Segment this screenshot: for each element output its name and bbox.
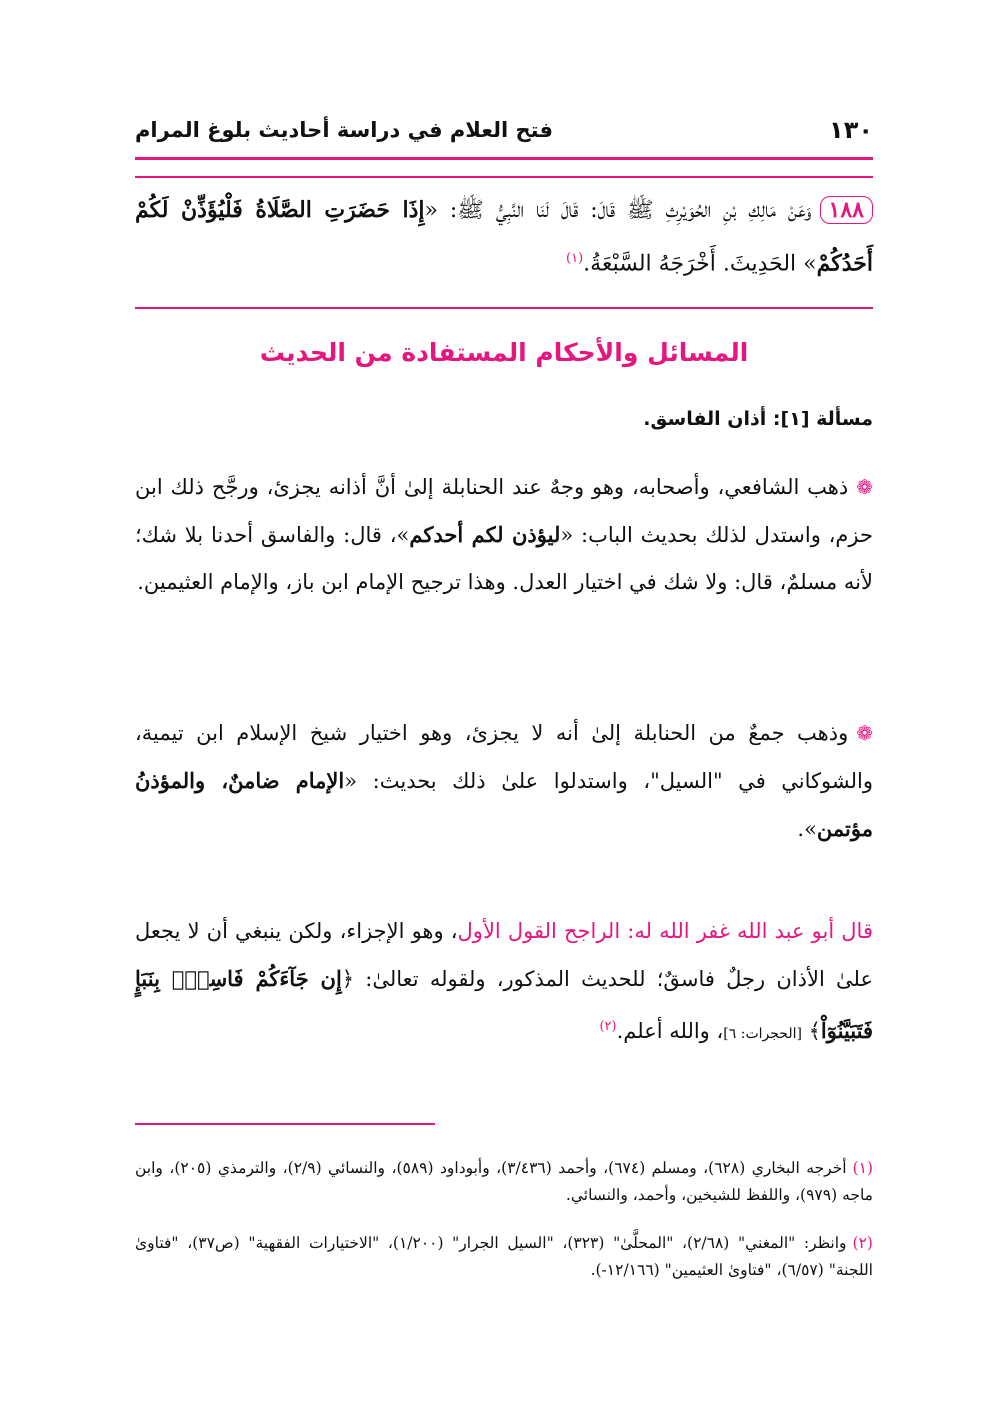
- author-verdict: قال أبو عبد الله غفر الله له: الراجح القول الأول: [457, 919, 873, 943]
- footnote-2: [135, 1230, 873, 1284]
- paragraph-1: [135, 464, 873, 606]
- hadith-outro: » الحَدِيثَ. أَخْرَجَهُ السَّبْعَةُ.: [583, 251, 817, 277]
- flower-bullet-icon: ❁: [856, 475, 873, 499]
- page-header: [135, 114, 873, 156]
- hadith-number: ١٨٨: [820, 196, 873, 224]
- issue-heading: مسألة [١]: أذان الفاسق.: [643, 408, 873, 430]
- hadith-matn: إِذَا حَضَرَتِ الصَّلَاةُ فَلْيُؤَذِّنْ لَكُمْ أَحَدُكُمْ: [135, 197, 873, 277]
- paragraph-3: [135, 908, 873, 1058]
- running-title: فتح العلام في دراسة أحاديث بلوغ المرام: [135, 118, 553, 142]
- paragraph-text: ».: [797, 817, 817, 841]
- footnote-text: وانظر: "المغني" (٢/٦٨)، "المحلَّىٰ" (٣٢٣)، "السيل الجرار" (١/٢٠٠)، "الاختيارات الفقهية" (ص٣٧)، "فتاوىٰ اللجنة" (٦/٥٧)، "فتاوىٰ العثيمين" (١٢/١٦٦-).: [135, 1234, 873, 1279]
- footnote-text: أخرجه البخاري (٦٢٨)، ومسلم (٦٧٤)، وأحمد (٣/٤٣٦)، وأبوداود (٥٨٩)، والنسائي (٢/٩)، والترمذي (٢٠٥)، وابن ماجه (٩٧٩)، واللفظ للشيخين، وأحمد، والنسائي.: [135, 1159, 873, 1204]
- verse-reference: [الحجرات: ٦]: [723, 1026, 802, 1042]
- hadith-text: [135, 186, 873, 288]
- hadith-top-rule: [135, 176, 873, 178]
- paragraph-text: ذهب الشافعي، وأصحابه، وهو وجهٌ عند الحنابلة إلىٰ أنَّ أذانه يجزئ، ورجَّح ذلك ابن حزم، واستدل لذلك بحديث الباب: «: [135, 475, 873, 547]
- document-page: [135, 0, 873, 1418]
- hadith-intro: وَعَنْ مَالِكِ بْنِ الحُوَيْرِثِ ﷺ قَالَ: قَالَ لَنَا النَّبِيُّ ﷺ: «: [424, 198, 812, 223]
- paragraph-2: [135, 710, 873, 853]
- footnote-ref-2: (٢): [599, 1019, 617, 1034]
- hadith-bottom-rule: [135, 307, 873, 309]
- quoted-hadith: ليؤذن لكم أحدكم: [409, 522, 561, 547]
- footnote-number: (١): [852, 1159, 873, 1177]
- paragraph-text: »، قال: والفاسق أحدنا بلا شك؛ لأنه مسلمٌ، قال: ولا شك في اختيار العدل. وهذا ترجيح الإمام ابن باز، والإمام العثيمين.: [135, 523, 873, 594]
- paragraph-text: وذهب جمعٌ من الحنابلة إلىٰ أنه لا يجزئ، وهو اختيار شيخ الإسلام ابن تيمية، والشوكاني في "السيل"، واستدلوا علىٰ ذلك بحديث: «: [135, 721, 873, 793]
- footnote-separator: [135, 1123, 435, 1125]
- footnote-number: (٢): [852, 1234, 873, 1252]
- quran-verse: إِن جَآءَكُمْ فَاسِقٌۢ بِنَبَإٍ فَتَبَيَّنُوٓاْ: [135, 966, 873, 1043]
- footnote-ref-1: (١): [566, 251, 584, 266]
- quoted-hadith: الإمام ضامنٌ، والمؤذنُ مؤتمن: [135, 768, 873, 841]
- footnote-1: [135, 1155, 873, 1209]
- paragraph-text: ، والله أعلم.: [616, 1019, 724, 1043]
- paragraph-text: ، وهو الإجزاء، ولكن ينبغي أن لا يجعل علىٰ الأذان رجلٌ فاسقٌ؛ للحديث المذكور، ولقوله تعالىٰ: ﴿: [135, 919, 873, 991]
- section-title: المسائل والأحكام المستفادة من الحديث: [259, 338, 749, 367]
- flower-bullet-icon: ❁: [856, 721, 873, 745]
- header-rule: [135, 157, 873, 160]
- page-number: ١٣٠: [829, 116, 873, 144]
- paragraph-text: ﴾: [801, 1019, 821, 1043]
